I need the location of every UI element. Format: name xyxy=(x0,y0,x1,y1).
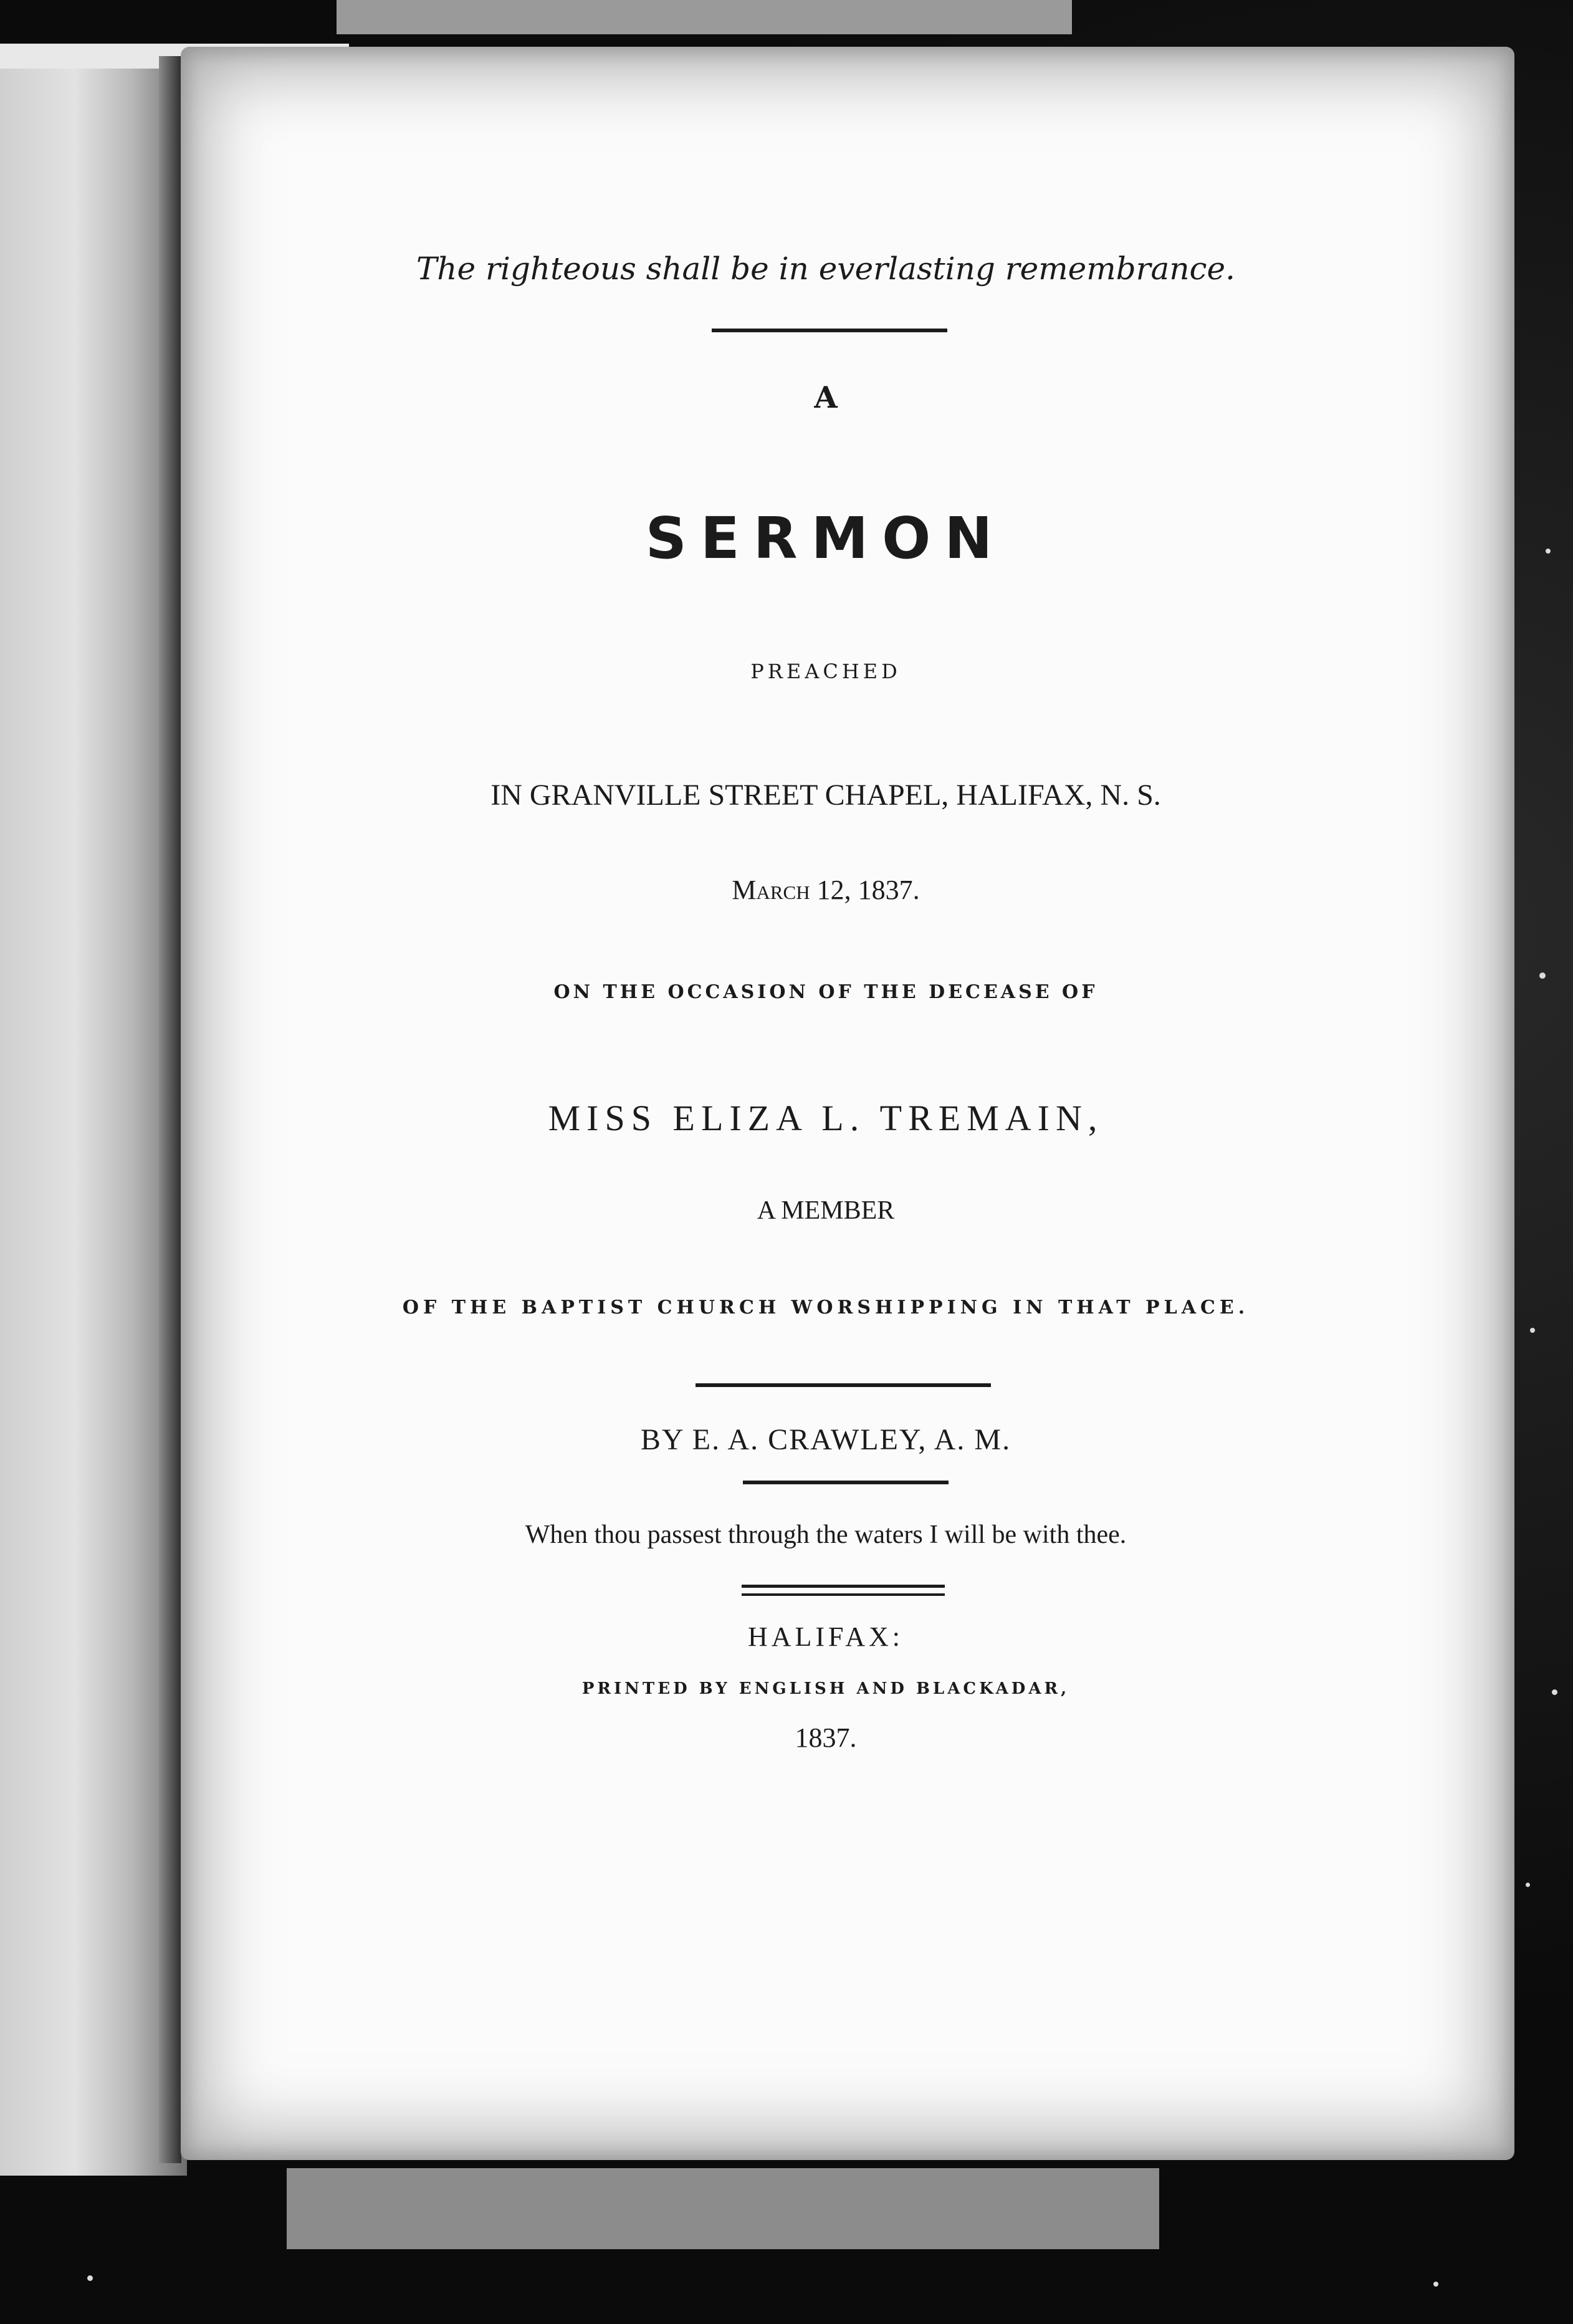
rule-after-author xyxy=(743,1481,949,1484)
rule-after-epigraph xyxy=(712,329,947,332)
epigraph: The righteous shall be in everlasting remembrance. xyxy=(416,251,1236,287)
deceased-name: MISS ELIZA L. TREMAIN, xyxy=(548,1098,1104,1138)
rule-before-author xyxy=(696,1383,991,1387)
dust-speck xyxy=(1546,549,1551,554)
dust-speck xyxy=(1526,1883,1530,1887)
dust-speck xyxy=(87,2275,93,2281)
church-line: OF THE BAPTIST CHURCH WORSHIPPING IN THAT PLACE. xyxy=(402,1297,1250,1318)
preached-label: PREACHED xyxy=(750,660,901,683)
printer-line: PRINTED BY ENGLISH AND BLACKADAR, xyxy=(581,1679,1070,1698)
title-article: A xyxy=(814,380,838,415)
dust-speck xyxy=(1539,972,1546,979)
imprint-city: HALIFAX: xyxy=(747,1621,904,1652)
sermon-date: March 12, 1837. xyxy=(732,875,920,905)
imprint-year: 1837. xyxy=(795,1722,857,1753)
dust-speck xyxy=(1530,1328,1535,1333)
sermon-place: IN GRANVILLE STREET CHAPEL, HALIFAX, N. S. xyxy=(490,779,1161,812)
double-rule-bottom xyxy=(742,1593,945,1596)
dust-speck xyxy=(1552,1689,1557,1695)
double-rule-top xyxy=(742,1585,945,1588)
motto-quote: When thou passest through the waters I will be with thee. xyxy=(525,1520,1127,1549)
main-title: SERMON xyxy=(645,505,1006,572)
author-line: BY E. A. CRAWLEY, A. M. xyxy=(640,1423,1011,1456)
dust-speck xyxy=(1433,2282,1438,2287)
occasion-line: ON THE OCCASION OF THE DECEASE OF xyxy=(553,981,1098,1003)
member-line: A MEMBER xyxy=(757,1196,895,1225)
